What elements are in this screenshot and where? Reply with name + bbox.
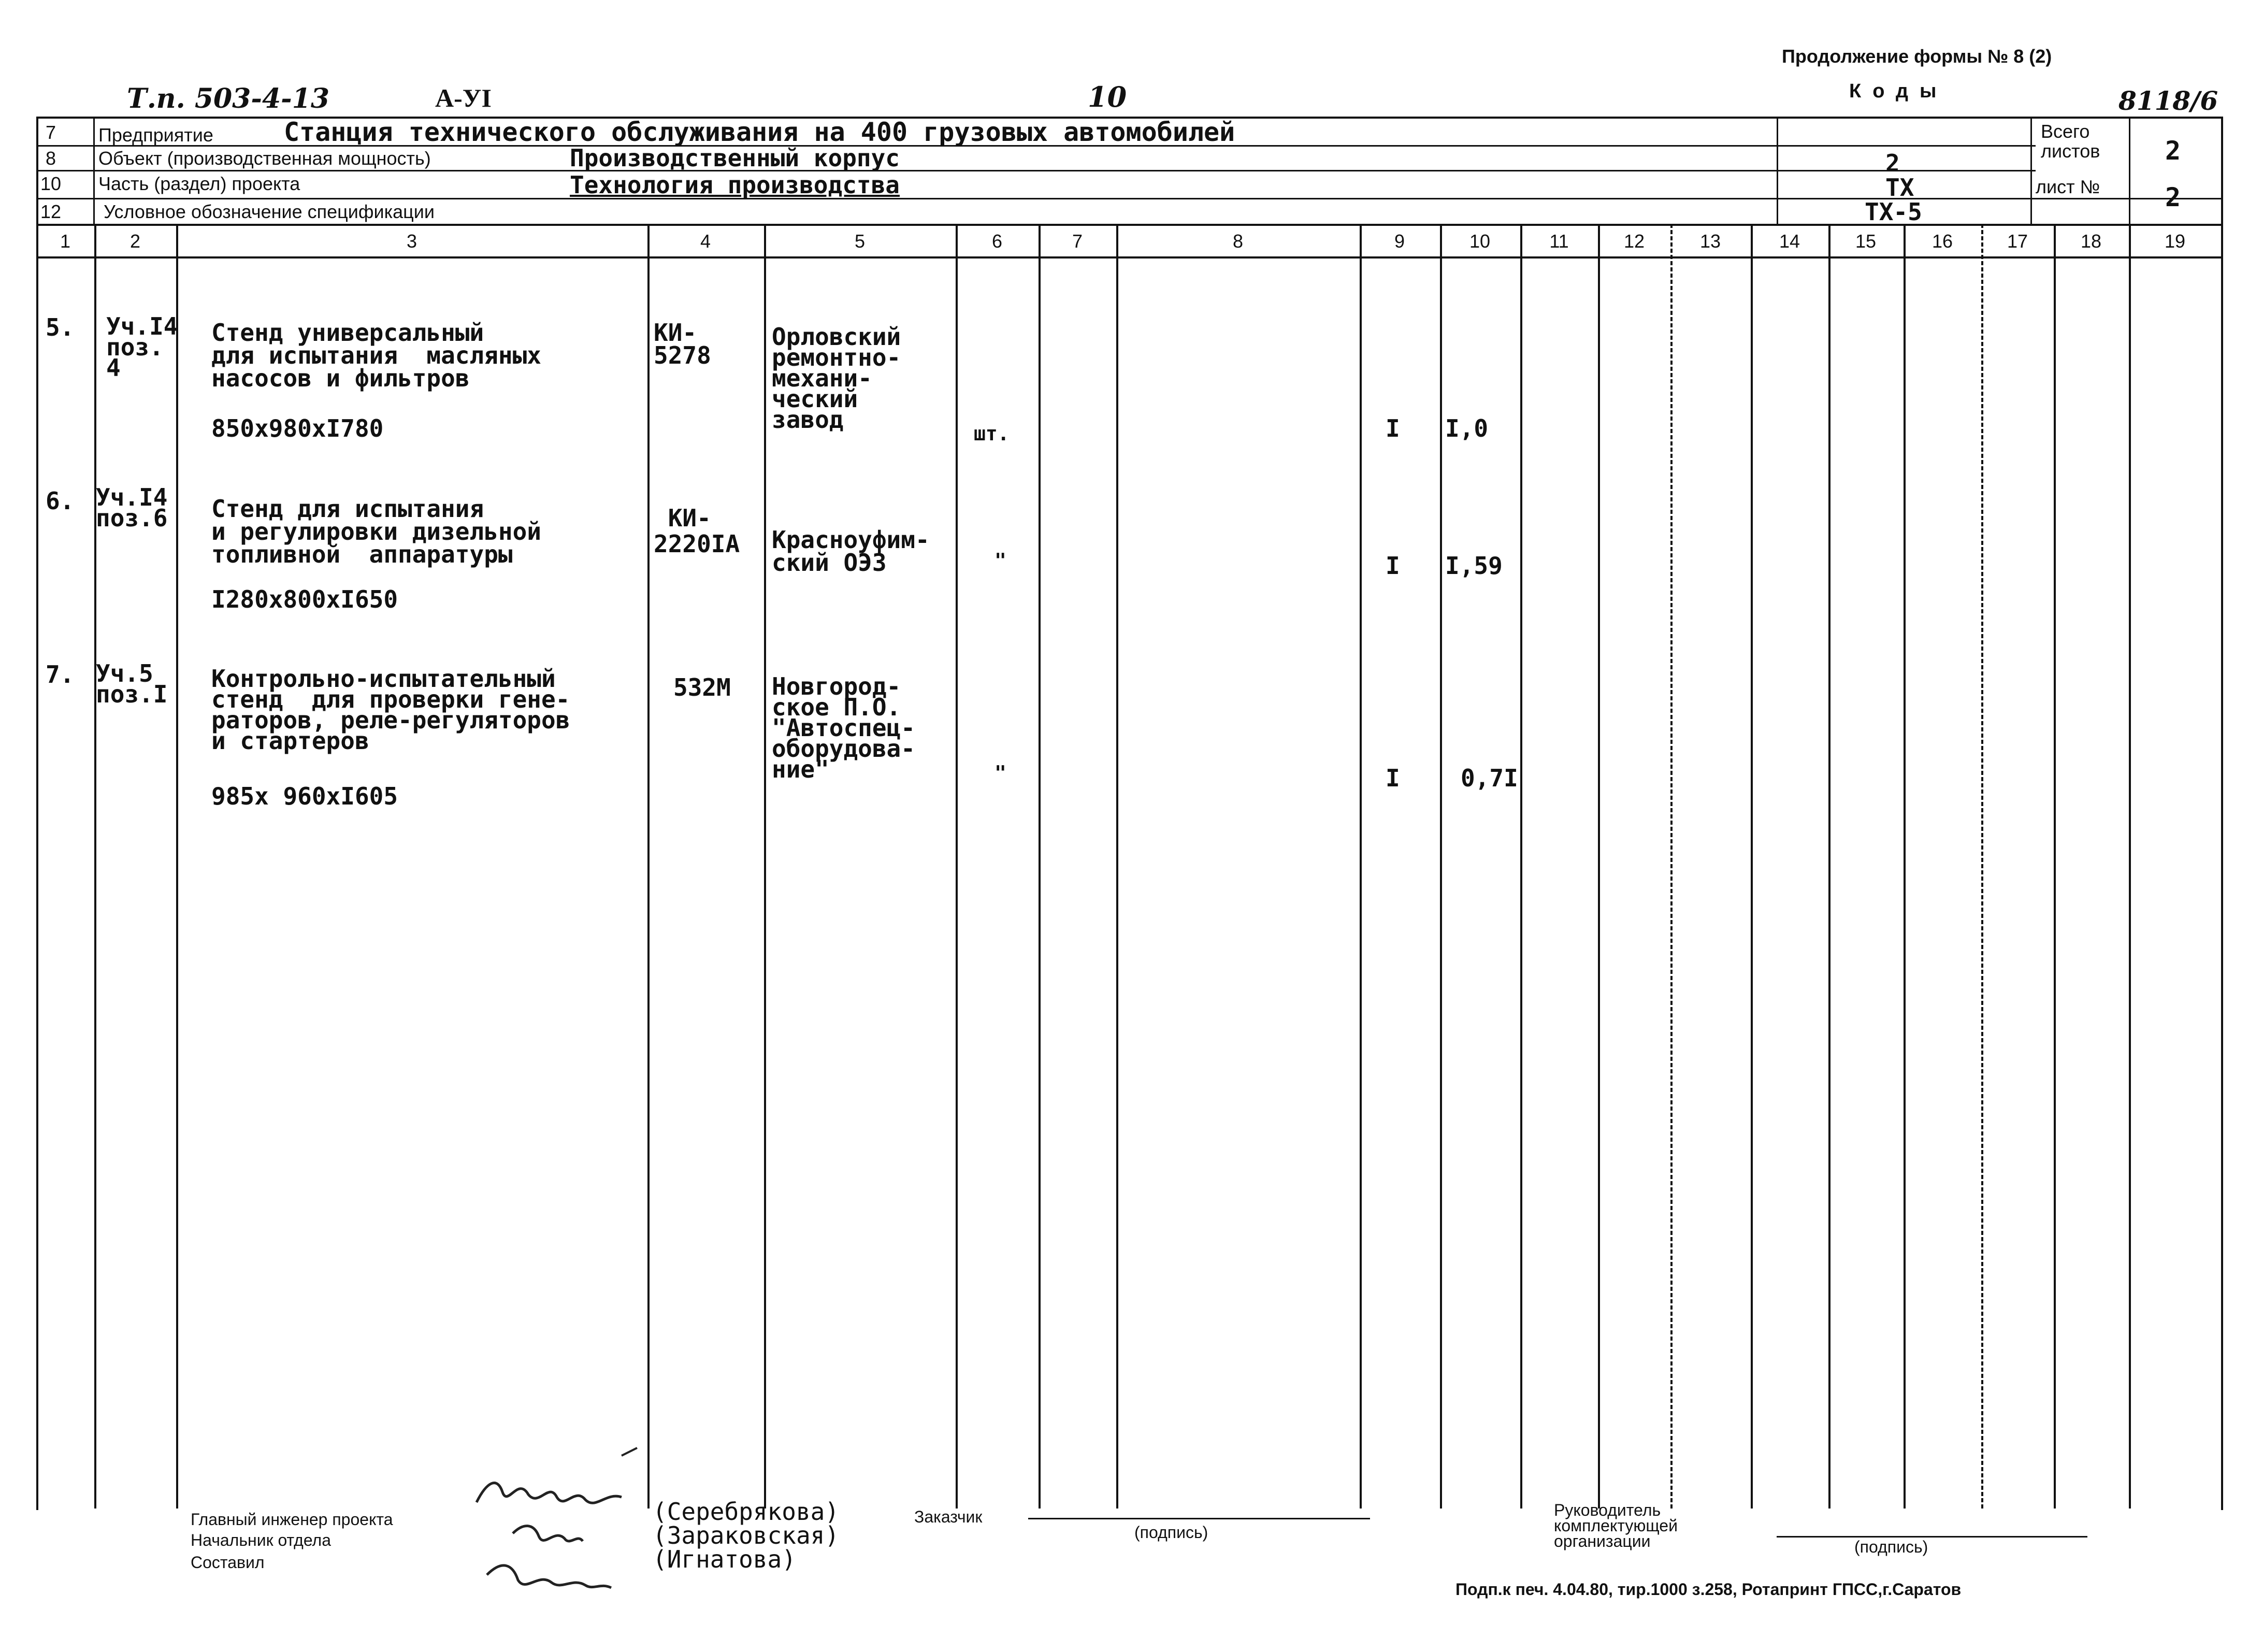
signatory-name: (Серебрякова)	[653, 1498, 840, 1526]
codes-label: Коды	[1849, 80, 1948, 102]
manufacturer: Орловский ремонтно- механи- ческий завод	[772, 323, 901, 434]
signature-hint: (подпись)	[1134, 1523, 1208, 1542]
title-row-label: Часть (раздел) проекта	[98, 173, 300, 194]
equipment-name: Контрольно-испытательный стенд для проверки гене- раторов, реле-регуляторов и стартеров	[211, 665, 570, 755]
column-line	[176, 224, 178, 1509]
column-line	[1751, 224, 1753, 1509]
unit: "	[994, 762, 1006, 784]
sheet-number-value: 2	[2165, 182, 2181, 212]
title-num-divider	[93, 117, 95, 224]
equipment-model: КИ- 5278	[654, 319, 711, 369]
signatory-name: (Зараковская)	[653, 1521, 840, 1549]
title-row-num: 8	[46, 148, 56, 169]
equipment-dimensions: 985х 960хI605	[211, 782, 398, 810]
title-row-code: ТХ-5	[1865, 198, 1922, 226]
column-number: 15	[1855, 231, 1877, 252]
title-row-divider	[36, 170, 2036, 171]
column-line	[2054, 224, 2056, 1509]
title-row-label: Объект (производственная мощность)	[98, 148, 431, 169]
column-line	[956, 224, 958, 1509]
column-number: 16	[1932, 231, 1953, 252]
column-numbers-bottom-border	[36, 256, 2222, 258]
title-row-code: ТХ	[1885, 174, 1914, 202]
equipment-model: 532М	[673, 673, 731, 701]
row-reference: Уч.5 поз.I	[96, 659, 168, 708]
compiled-by-label: Составил	[191, 1553, 265, 1572]
column-number: 1	[60, 231, 71, 252]
head-of-department-label: Начальник отдела	[191, 1531, 331, 1549]
column-line	[647, 224, 650, 1509]
weight: I,59	[1445, 552, 1503, 580]
row-number: 7.	[46, 660, 75, 688]
column-number: 13	[1699, 231, 1721, 252]
quantity: I	[1386, 414, 1400, 442]
column-line	[1981, 224, 1983, 1509]
page-number: 10	[1088, 80, 1127, 113]
right-border	[2221, 117, 2223, 1510]
signatory-name: (Игнатова)	[653, 1545, 796, 1573]
title-row-label: Условное обозначение спецификации	[104, 201, 435, 222]
customer-signature-line	[1028, 1518, 1370, 1519]
column-number: 7	[1072, 231, 1083, 252]
column-line	[1670, 224, 1673, 1509]
codes-divider	[1777, 117, 1778, 224]
sheets-divider	[2030, 117, 2032, 224]
handwritten-signatures	[466, 1445, 642, 1601]
title-row-value: Производственный корпус	[570, 144, 900, 172]
row-number: 5.	[46, 313, 75, 341]
unit: шт.	[974, 422, 1010, 445]
column-line	[1039, 224, 1041, 1509]
sheets-value-divider	[2129, 117, 2130, 224]
column-line	[764, 224, 766, 1509]
customer-label: Заказчик	[914, 1507, 983, 1526]
sheet-number-label: лист №	[2036, 176, 2100, 197]
column-number: 19	[2164, 231, 2186, 252]
column-number: 12	[1623, 231, 1645, 252]
title-row-value: Технология производства	[570, 171, 900, 199]
column-number: 2	[129, 231, 141, 252]
supplier-signature-line	[1777, 1536, 2087, 1538]
column-number: 8	[1232, 231, 1244, 252]
title-row-code: 2	[1885, 149, 1900, 177]
equipment-model: КИ- 2220IА	[654, 504, 740, 558]
title-row-value: Станция технического обслуживания на 400 грузовых автомобилей	[284, 117, 1235, 147]
chief-engineer-label: Главный инженер проекта	[191, 1510, 393, 1529]
column-number: 5	[854, 231, 866, 252]
column-number: 18	[2080, 231, 2102, 252]
title-row-num: 10	[40, 173, 62, 194]
quantity: I	[1386, 764, 1400, 792]
quantity: I	[1386, 552, 1400, 580]
column-number: 6	[991, 231, 1003, 252]
column-line	[1116, 224, 1118, 1509]
row-reference: Уч.I4 поз.6	[96, 483, 168, 532]
column-number: 4	[700, 231, 711, 252]
column-line	[1828, 224, 1830, 1509]
column-number: 14	[1779, 231, 1800, 252]
manufacturer: Красноуфим- ский ОЭЗ	[772, 526, 930, 577]
project-code: Т.п. 503-4-13	[127, 83, 330, 114]
equipment-name: Стенд для испытания и регулировки дизельной топливной аппаратуры	[211, 495, 541, 568]
sheet-stamp: 8118/6	[2118, 85, 2218, 116]
supplier-organization-label: Руководитель комплектующей организации	[1554, 1501, 1678, 1550]
form-continuation-note: Продолжение формы № 8 (2)	[1782, 46, 2052, 67]
column-number: 17	[2007, 231, 2028, 252]
column-number: 10	[1469, 231, 1491, 252]
total-sheets-value: 2	[2165, 136, 2181, 166]
column-number: 3	[406, 231, 417, 252]
column-line	[1904, 224, 1906, 1509]
column-line	[1360, 224, 1362, 1509]
column-line	[94, 224, 96, 1509]
title-row-num: 12	[40, 201, 62, 222]
column-line	[2129, 224, 2131, 1509]
column-number: 9	[1394, 231, 1405, 252]
weight: I,0	[1445, 414, 1489, 442]
manufacturer: Новгород- ское П.О. "Автоспец- оборудова- ние"	[772, 672, 915, 783]
row-reference: Уч.I4 поз. 4	[106, 312, 178, 382]
equipment-name: Стенд универсальный для испытания масляных насосов и фильтров	[211, 319, 541, 392]
title-row-label: Предприятие	[98, 124, 213, 146]
row-number: 6.	[46, 487, 75, 515]
column-number: 11	[1549, 231, 1569, 252]
column-line	[1520, 224, 1522, 1509]
unit: "	[994, 549, 1006, 572]
total-sheets-label: Всего листов	[2041, 121, 2100, 162]
column-line	[1440, 224, 1442, 1509]
equipment-dimensions: I280х800хI650	[211, 585, 398, 613]
column-line	[1598, 224, 1600, 1509]
left-border	[36, 117, 38, 1510]
weight: 0,7I	[1461, 764, 1518, 792]
signature-hint: (подпись)	[1854, 1538, 1928, 1556]
title-row-num: 7	[46, 122, 56, 143]
print-note: Подп.к печ. 4.04.80, тир.1000 з.258, Ротапринт ГПСС,г.Саратов	[1455, 1580, 1962, 1599]
equipment-dimensions: 850х980хI780	[211, 414, 384, 442]
album-label: А-УI	[435, 83, 492, 112]
